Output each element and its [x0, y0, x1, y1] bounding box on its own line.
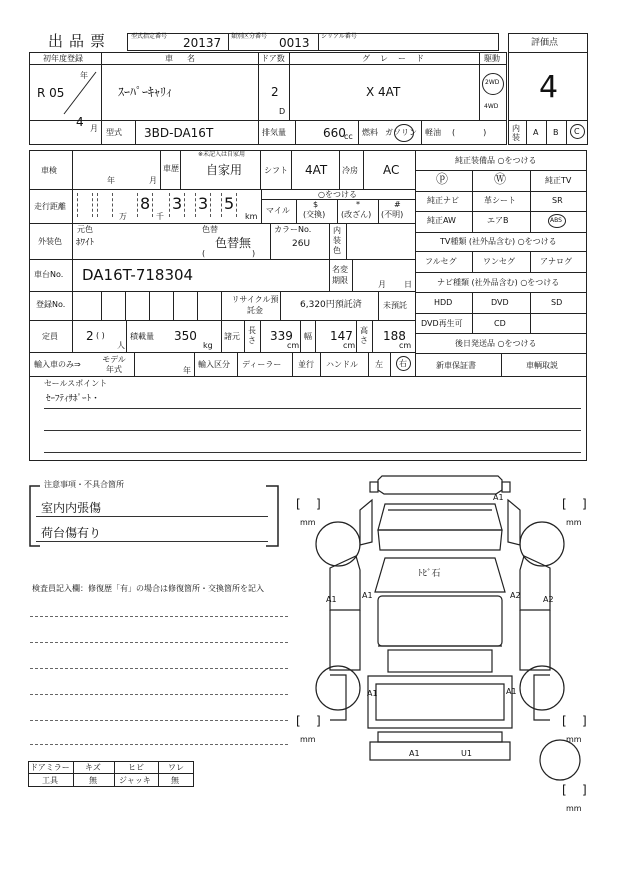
reg-no-label: 登録No.: [36, 300, 66, 309]
inspector-line: [30, 694, 288, 695]
exterior-color-label: 外装色: [38, 237, 62, 246]
type-designation-value: 20137: [183, 36, 222, 50]
length-value: 339: [270, 329, 293, 343]
name-change-month: 月: [378, 280, 386, 289]
first-reg-year: R 05: [37, 86, 65, 100]
dims-label: 諸元: [224, 332, 240, 341]
tire-unit-rr: mm: [566, 735, 582, 744]
load-value: 350: [174, 329, 197, 343]
car-diagram: [290, 470, 590, 810]
repaint-paren-open: (: [202, 249, 206, 258]
repaint-paren-close: ): [252, 249, 256, 258]
unit-man: 万: [119, 212, 127, 221]
unknown-sub: (不明): [381, 210, 404, 219]
equip-w: Ⓦ: [494, 172, 507, 186]
width-value: 147: [330, 329, 353, 343]
car-name-value: ｽｰﾊﾟｰｷｬﾘｨ: [118, 85, 173, 99]
mileage-label: 走行距離: [34, 202, 66, 211]
later-header: 後日発送品 ○をつける: [455, 339, 537, 348]
capacity-label: 定員: [42, 332, 58, 341]
rating-value: 4: [539, 70, 559, 105]
history-label: 車歴: [163, 164, 179, 173]
mileage-digit: 3: [198, 194, 209, 213]
tv-fullseg: フルセグ: [425, 257, 457, 266]
right-label: 右: [399, 359, 407, 368]
equip-airbag: エアB: [487, 216, 509, 225]
inspection-month-unit: 月: [149, 176, 157, 185]
navi-header: ナビ種類 (社外品含む) ○をつける: [437, 278, 560, 287]
tv-header: TV種類 (社外品含む) ○をつける: [440, 237, 557, 246]
interior-grade-a: A: [533, 128, 539, 137]
parallel-label: 並行: [298, 360, 314, 369]
chassis-label: 車台No.: [34, 270, 64, 279]
repaint-label: 色替: [202, 225, 218, 234]
original-color-label: 元色: [77, 225, 93, 234]
door-type: D: [279, 107, 286, 116]
equip-sr: SR: [552, 196, 563, 205]
dealer-label: ディーラー: [242, 360, 282, 369]
interior-grade-c: C: [574, 127, 580, 136]
equip-leather: 革シート: [484, 196, 516, 205]
slash-divider: [60, 68, 100, 118]
model-year-unit: 年: [183, 366, 191, 375]
capacity-paren: ( ): [96, 331, 105, 340]
inspection-label: 車検: [41, 166, 57, 175]
windshield-note: ﾄﾋﾞ石: [418, 569, 441, 579]
page-title: 出品票: [48, 32, 112, 50]
damage-jack: ジャッキ: [119, 776, 151, 785]
damage-jack-value: 無: [171, 776, 179, 785]
serial-label: シリアル番号: [321, 33, 357, 40]
note-line-2: 荷台傷有り: [41, 526, 102, 540]
length-label: 長さ: [248, 326, 256, 345]
tire-unit-spare: mm: [566, 804, 582, 813]
inspector-line: [30, 616, 288, 617]
damage-header-mirror: ドアミラー: [30, 763, 70, 772]
model-label: 型式: [106, 128, 122, 137]
tamper-label: *: [356, 200, 360, 209]
inspection-year-unit: 年: [107, 176, 115, 185]
damage-tool: 工具: [42, 776, 58, 785]
tire-unit-rl: mm: [300, 735, 316, 744]
mark-front-bumper: A1: [493, 493, 504, 502]
navi-dvd-play: DVD再生可: [421, 319, 463, 328]
diesel-label: 軽油: [425, 128, 441, 137]
navi-cd: CD: [494, 319, 506, 328]
inspector-line: [30, 668, 288, 669]
drive-4wd: 4WD: [484, 103, 499, 110]
repaint-value: 色替無: [215, 236, 252, 250]
doors-label: ドア数: [261, 54, 285, 63]
cooler-label: 冷房: [342, 166, 358, 175]
interior-color-label: 内装色: [333, 226, 341, 255]
mark-right-door: A2: [510, 591, 521, 600]
cc-unit: cc: [344, 132, 353, 141]
later-warranty: 新車保証書: [436, 361, 476, 370]
equip-tv: 純正TV: [545, 176, 572, 185]
history-value: 自家用: [206, 163, 243, 177]
mileage-digit-box: [97, 193, 113, 217]
inspector-line: [30, 744, 288, 745]
displacement-label: 排気量: [262, 128, 286, 137]
rating-label: 評価点: [531, 38, 559, 48]
model-value: 3BD-DA16T: [144, 126, 214, 140]
tire-unit-fr: mm: [566, 518, 582, 527]
import-label: 輸入車のみ⇒: [34, 360, 81, 369]
person-unit: 人: [117, 341, 125, 350]
length-unit: cm: [287, 341, 300, 350]
damage-header-break: ワレ: [168, 763, 184, 772]
model-year-label: モデル年式: [102, 355, 126, 374]
chassis-value: DA16T-718304: [82, 266, 194, 284]
mark-rear-left: A1: [409, 749, 420, 758]
unit-sen: 千: [156, 212, 164, 221]
width-label: 幅: [304, 332, 312, 341]
navi-dvd: DVD: [491, 298, 509, 307]
interior-label: 内装: [512, 124, 520, 142]
height-label: 高さ: [360, 326, 368, 345]
mark-left-front: A1: [326, 595, 337, 604]
mile-label: マイル: [266, 206, 290, 215]
damage-header-crack: ヒビ: [128, 763, 144, 772]
sales-point-text: ｾｰﾌﾃｨｻﾎﾟｰﾄ・: [46, 394, 101, 404]
first-reg-label: 初年度登録: [43, 54, 83, 63]
mileage-circle-note: ○をつける: [318, 190, 357, 199]
doors-value: 2: [271, 85, 279, 99]
name-change-day: 日: [404, 280, 412, 289]
equip-p: ⓟ: [436, 172, 449, 186]
capacity-value: 2: [86, 329, 94, 343]
inspector-line: [30, 720, 288, 721]
height-unit: cm: [399, 341, 412, 350]
type-designation-label: 型式指定番号: [131, 33, 168, 40]
fuel-label: 燃料: [362, 128, 378, 137]
drive-2wd: 2WD: [485, 79, 500, 86]
mark-left-door: A1: [362, 591, 373, 600]
mark-rear-right: U1: [461, 749, 472, 758]
navi-hdd: HDD: [434, 298, 453, 307]
tamper-sub: (改ざん): [341, 210, 372, 219]
mileage-digit: 3: [172, 194, 183, 213]
shift-value: 4AT: [305, 163, 328, 177]
drive-label: 駆動: [484, 54, 500, 63]
name-change-label: 名変期限: [332, 265, 348, 285]
tv-analog: アナログ: [540, 257, 572, 266]
exchange-sub: (交換): [303, 210, 326, 219]
mark-right-front: A2: [543, 595, 554, 604]
notes-label: 注意事項・不具合箇所: [44, 480, 124, 489]
inspector-note: 検査員記入欄：修復歴「有」の場合は修復箇所・交換箇所を記入: [32, 584, 264, 593]
sales-point-block: [29, 377, 587, 461]
car-name-label: 車名: [165, 54, 209, 63]
history-note: ※未記入は自家用: [198, 151, 246, 158]
interior-grade-b: B: [553, 128, 559, 137]
first-reg-month: 4: [76, 115, 84, 129]
tire-unit-fl: mm: [300, 518, 316, 527]
mileage-digit: 5: [224, 194, 235, 213]
sales-point-label: セールスポイント: [44, 379, 108, 388]
mileage-digit: 8: [140, 194, 151, 213]
original-color: ﾎﾜｲﾄ: [76, 238, 95, 248]
left-label: 左: [375, 360, 383, 369]
kg-unit: kg: [203, 341, 213, 350]
width-unit: cm: [343, 341, 356, 350]
exchange-label: $: [313, 200, 319, 209]
fuel-value: ガソリン: [385, 128, 417, 137]
category-value: 0013: [279, 36, 310, 50]
height-value: 188: [383, 329, 406, 343]
color-no-value: 26U: [292, 239, 311, 249]
note-line-1: 室内内張傷: [41, 501, 102, 515]
mark-right-rear: A1: [506, 687, 517, 696]
equip-abs: ABS: [550, 217, 562, 224]
first-reg-year-unit: 年: [80, 71, 88, 80]
import-type-label: 輸入区分: [198, 360, 230, 369]
mark-left-rear: A1: [367, 689, 378, 698]
recycle-unpaid: 未預託: [383, 301, 407, 310]
displacement-value: 660: [323, 126, 346, 140]
tv-oneseg: ワンセグ: [483, 257, 515, 266]
handle-label: ハンドル: [326, 360, 358, 369]
damage-tool-value: 無: [89, 776, 97, 785]
navi-sd: SD: [551, 298, 563, 307]
unit-km: km: [245, 212, 258, 221]
grade-label: グレード: [362, 54, 434, 63]
recycle-amount: 6,320円預託済: [300, 300, 362, 310]
load-label: 積載量: [130, 332, 154, 341]
later-manual: 車輌取説: [526, 361, 558, 370]
equip-navi: 純正ナビ: [427, 196, 459, 205]
grade-value: X 4AT: [366, 85, 401, 99]
cooler-value: AC: [383, 163, 400, 177]
unknown-label: #: [394, 200, 401, 209]
equipment-header: 純正装備品 ○をつける: [455, 156, 537, 165]
inspector-line: [30, 642, 288, 643]
category-label: 類別区分番号: [231, 33, 268, 40]
recycle-label: リサイクル預託金: [231, 295, 279, 315]
equip-aw: 純正AW: [427, 216, 456, 225]
shift-label: シフト: [264, 166, 288, 175]
mileage-digit-box: [77, 193, 93, 217]
color-no-label: カラーNo.: [274, 225, 312, 234]
damage-header-scratch: キズ: [85, 763, 101, 772]
first-reg-month-unit: 月: [90, 124, 98, 133]
